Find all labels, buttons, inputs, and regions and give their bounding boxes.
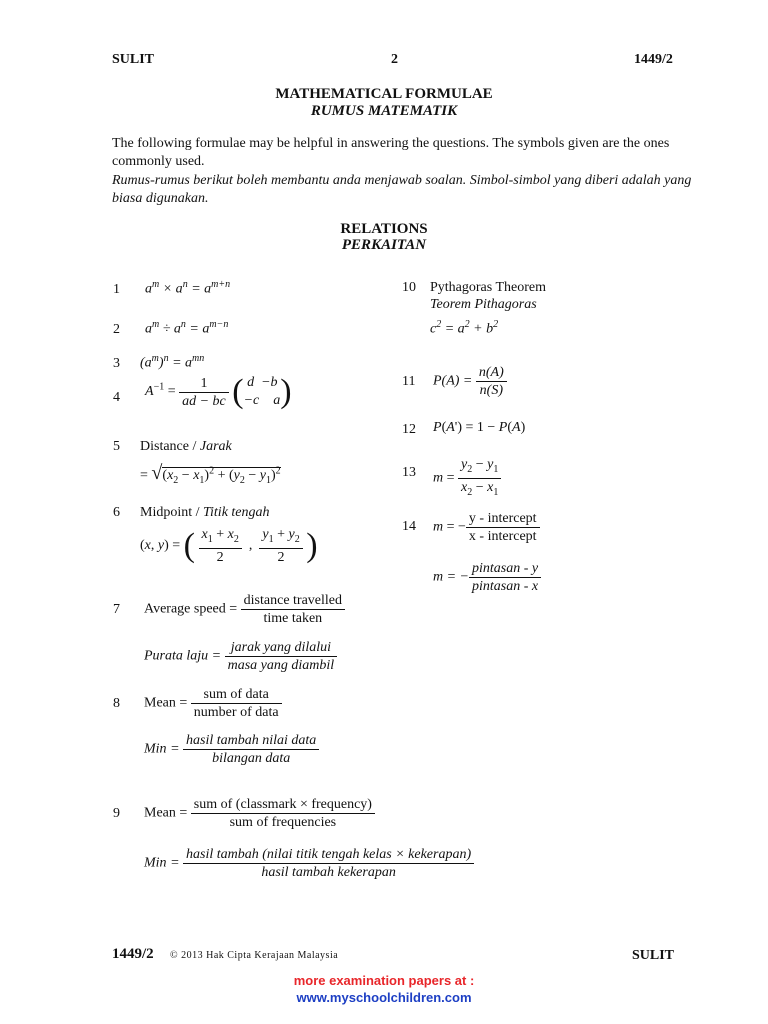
formula-midpoint: (x, y) = ( $\frac{x_1 + x_2}{2}$ , $\frac{y_1 + y_2}{2}$ )	[140, 526, 318, 565]
website-link[interactable]: www.myschoolchildren.com	[296, 990, 472, 1005]
formula-distance: = $√(x_2 - x_1)^2 + (y_2 - y_1)^2$	[140, 462, 281, 486]
numerator: pintasan - y	[469, 560, 541, 578]
intro-english: The following formulae may be helpful in answering the questions. The symbols given are the ones commonly used.	[112, 136, 670, 169]
footer-paper-code: 1449/2	[112, 946, 154, 962]
numerator: hasil tambah nilai data	[183, 732, 319, 750]
pythagoras-label: Pythagoras Theorem	[430, 280, 546, 295]
formula-number: 10	[402, 280, 416, 295]
midpoint-label: Midpoint / Titik tengah	[140, 505, 270, 520]
formula-pythagoras: $c^2 = a^2 + b^2$	[430, 319, 499, 337]
section-title-malay: PERKAITAN	[341, 237, 427, 253]
denominator: pintasan - x	[472, 579, 539, 594]
formula-gradient-intercept: m = − $\frac{\text{y - intercept}}{\text{x - intercept}}$	[433, 510, 540, 545]
denominator: hasil tambah kekerapan	[261, 865, 396, 880]
denominator: bilangan data	[212, 751, 291, 766]
denominator: masa yang diambil	[227, 658, 335, 673]
mean-label: Mean	[144, 695, 176, 711]
copyright: © 2013 Hak Cipta Kerajaan Malaysia	[170, 950, 339, 961]
formula-number: 7	[113, 602, 120, 617]
paper-code: 1449/2	[634, 52, 673, 67]
mean-label: Mean	[144, 805, 176, 821]
formula-power-of-power: $(a^m)^n = a^{mn}$	[140, 353, 205, 371]
formula-number: 11	[402, 374, 416, 389]
page-number: 2	[391, 52, 398, 67]
pythagoras-label-malay: Teorem Pithagoras	[430, 297, 537, 312]
formula-number: 12	[402, 422, 416, 437]
intro-malay: Rumus-rumus berikut boleh membantu anda menjawab soalan. Simbol-simbol yang diberi adalah yang biasa digunakan.	[112, 173, 692, 206]
page-title-malay: RUMUS MATEMATIK	[310, 103, 458, 119]
formula-number: 3	[113, 356, 120, 371]
header-sulit: SULIT	[112, 52, 155, 67]
formula-gradient-pintasan: m = − $\frac{\text{pintasan - y}}{\text{pintasan - x}}$	[433, 560, 541, 595]
denominator: time taken	[263, 611, 323, 626]
section-title: RELATIONS	[340, 221, 428, 237]
numerator: y - intercept	[466, 510, 540, 528]
denominator: sum of frequencies	[229, 815, 337, 830]
promo-text: more examination papers at :	[293, 973, 475, 988]
min-label: Min	[144, 741, 167, 757]
formula-indices-divide: $a^m \div a^n = a^{m-n}$	[145, 319, 229, 337]
denominator: x - intercept	[468, 529, 537, 544]
formula-indices-multiply: $a^m \times a^n = a^{m+n}$	[145, 279, 231, 297]
formula-purata-laju: Purata laju = $\frac{\text{jarak yang dilalui}}{\text{masa yang diambil}}$	[144, 639, 337, 674]
distance-label-english: Distance	[140, 439, 189, 454]
formula-average-speed: Average speed = $\frac{\text{distance travelled}}{\text{time taken}}$	[144, 592, 345, 627]
formula-number: 1	[113, 282, 120, 297]
denominator: number of data	[193, 705, 279, 720]
distance-label: Distance / Jarak	[140, 439, 232, 454]
numerator: hasil tambah (nilai titik tengah kelas × kekerapan)	[183, 846, 474, 864]
min-label: Min	[144, 855, 167, 871]
formula-number: 8	[113, 696, 120, 711]
midpoint-label-english: Midpoint	[140, 505, 193, 520]
formula-number: 4	[113, 390, 120, 405]
formula-number: 6	[113, 505, 120, 520]
numerator: jarak yang dilalui	[225, 639, 338, 657]
formula-number: 5	[113, 439, 120, 454]
formula-probability: P(A) = $\frac{n(A)}{n(S)}$	[433, 364, 507, 399]
formula-number: 13	[402, 465, 416, 480]
page-title: MATHEMATICAL FORMULAE	[275, 86, 493, 102]
formula-inverse-matrix: $A^{-1}$ = $\frac{1}{ad - bc}$ ( d −b −c a )	[145, 373, 292, 410]
formula-min-grouped: Min = $\frac{\text{hasil tambah (nilai titik tengah kelas × kekerapan)}}{\text{hasil tambah kekerapan}}$	[144, 846, 474, 881]
distance-label-malay: Jarak	[199, 439, 232, 454]
midpoint-label-malay: Titik tengah	[203, 505, 270, 520]
purata-laju-label: Purata laju	[144, 648, 209, 664]
formula-mean-grouped: Mean = $\frac{\text{sum of (classmark × frequency)}}{\text{sum of frequencies}}$	[144, 796, 375, 831]
formula-gradient: m = $\frac{y_2 - y_1}{x_2 - x_1}$	[433, 456, 501, 501]
formula-min: Min = $\frac{\text{hasil tambah nilai data}}{\text{bilangan data}}$	[144, 732, 319, 767]
numerator: sum of data	[191, 686, 282, 704]
formula-number: 2	[113, 322, 120, 337]
formula-mean: Mean = $\frac{\text{sum of data}}{\text{number of data}}$	[144, 686, 282, 721]
footer-sulit: SULIT	[632, 948, 675, 963]
numerator: sum of (classmark × frequency)	[191, 796, 375, 814]
average-speed-label: Average speed	[144, 601, 226, 617]
formula-number: 9	[113, 806, 120, 821]
formula-number: 14	[402, 519, 416, 534]
numerator: distance travelled	[241, 592, 345, 610]
formula-complement-probability: P(A') = 1 − P(A)	[433, 420, 526, 435]
